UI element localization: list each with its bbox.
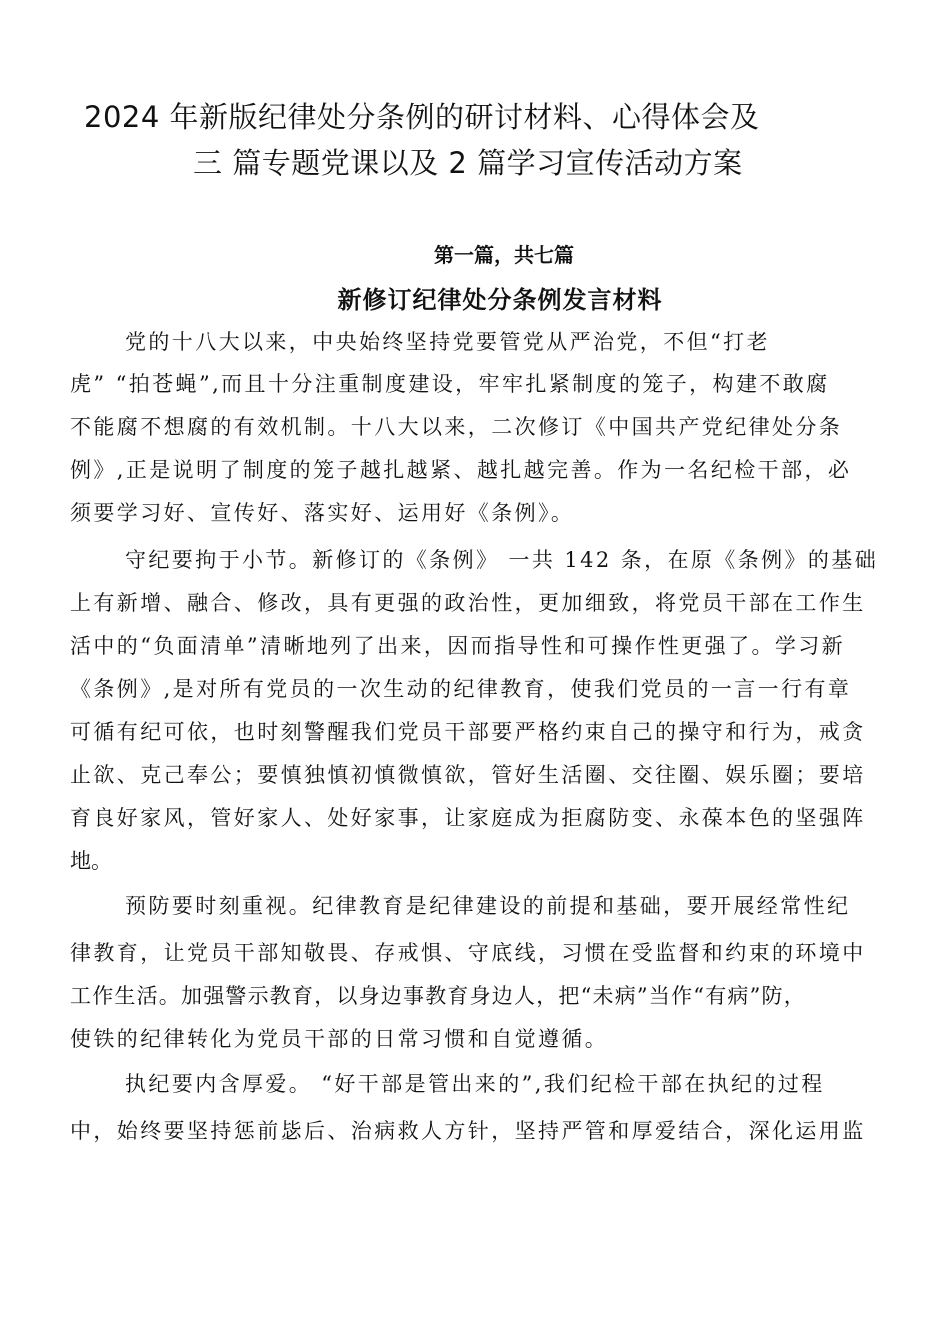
part-label: 第一篇，共七篇 bbox=[434, 243, 574, 267]
paragraph-2-line-6: 止欲、克己奉公；要慎独慎初慎微慎欲，管好生活圈、交往圈、娱乐圈；要培 bbox=[70, 763, 866, 787]
section-title: 新修订纪律处分条例发言材料 bbox=[337, 286, 663, 314]
paragraph-3-line-4: 使铁的纪律转化为党员干部的日常习惯和自觉遵循。 bbox=[70, 1027, 609, 1051]
paragraph-2-line-3: 活中的“负面清单”清晰地列了出来，因而指导性和可操作性更强了。学习新 bbox=[70, 634, 846, 658]
paragraph-2-line-5: 可循有纪可依，也时刻警醒我们党员干部要严格约束自己的操守和行为，戒贪 bbox=[70, 720, 866, 744]
document-title-line-1: 2024 年新版纪律处分条例的研讨材料、心得体会及 bbox=[84, 100, 760, 134]
paragraph-4-line-1: 执纪要内含厚爱。 “好干部是管出来的”,我们纪检干部在执纪的过程 bbox=[125, 1072, 825, 1096]
paragraph-1-line-2: 虎” “拍苍蝇”,而且十分注重制度建设，牢牢扎紧制度的笼子，构建不敢腐 bbox=[70, 372, 830, 396]
paragraph-3-line-2: 律教育，让党员干部知敬畏、存戒惧、守底线，习惯在受监督和约束的环境中 bbox=[70, 941, 866, 965]
paragraph-1-line-4: 例》,正是说明了制度的笼子越扎越紧、越扎越完善。作为一名纪检干部，必 bbox=[70, 458, 852, 482]
paragraph-2-line-4: 《条例》,是对所有党员的一次生动的纪律教育，使我们党员的一言一行有章 bbox=[70, 677, 852, 701]
paragraph-2-line-2: 上有新增、融合、修改，具有更强的政治性，更加细致，将党员干部在工作生 bbox=[70, 591, 866, 615]
paragraph-3-line-1: 预防要时刻重视。纪律教育是纪律建设的前提和基础，要开展经常性纪 bbox=[125, 894, 851, 918]
document-title bbox=[0, 94, 950, 186]
paragraph-1-line-5: 须要学习好、宣传好、落实好、运用好《条例》。 bbox=[70, 501, 575, 525]
paragraph-1-line-1: 党的十八大以来，中央始终坚持党要管党从严治党，不但“打老 bbox=[125, 330, 770, 354]
paragraph-4-line-2: 中，始终要坚持惩前毖后、治病救人方针，坚持严管和厚爱结合，深化运用监 bbox=[70, 1119, 866, 1143]
paragraph-1-line-3: 不能腐不想腐的有效机制。十八大以来，二次修订《中国共产党纪律处分条 bbox=[70, 415, 843, 439]
document-title-line-2: 三 篇专题党课以及 2 篇学习宣传活动方案 bbox=[193, 146, 743, 180]
paragraph-2-line-8: 地。 bbox=[70, 849, 112, 873]
paragraph-3-line-3: 工作生活。加强警示教育，以身边事教育身边人，把“未病”当作“有病”防， bbox=[70, 984, 806, 1008]
paragraph-2-line-1: 守纪要拘于小节。新修订的《条例》 一共 142 条，在原《条例》的基础 bbox=[125, 548, 879, 572]
paragraph-2-line-7: 育良好家风，管好家人、处好家事，让家庭成为拒腐防变、永葆本色的坚强阵 bbox=[70, 806, 866, 830]
